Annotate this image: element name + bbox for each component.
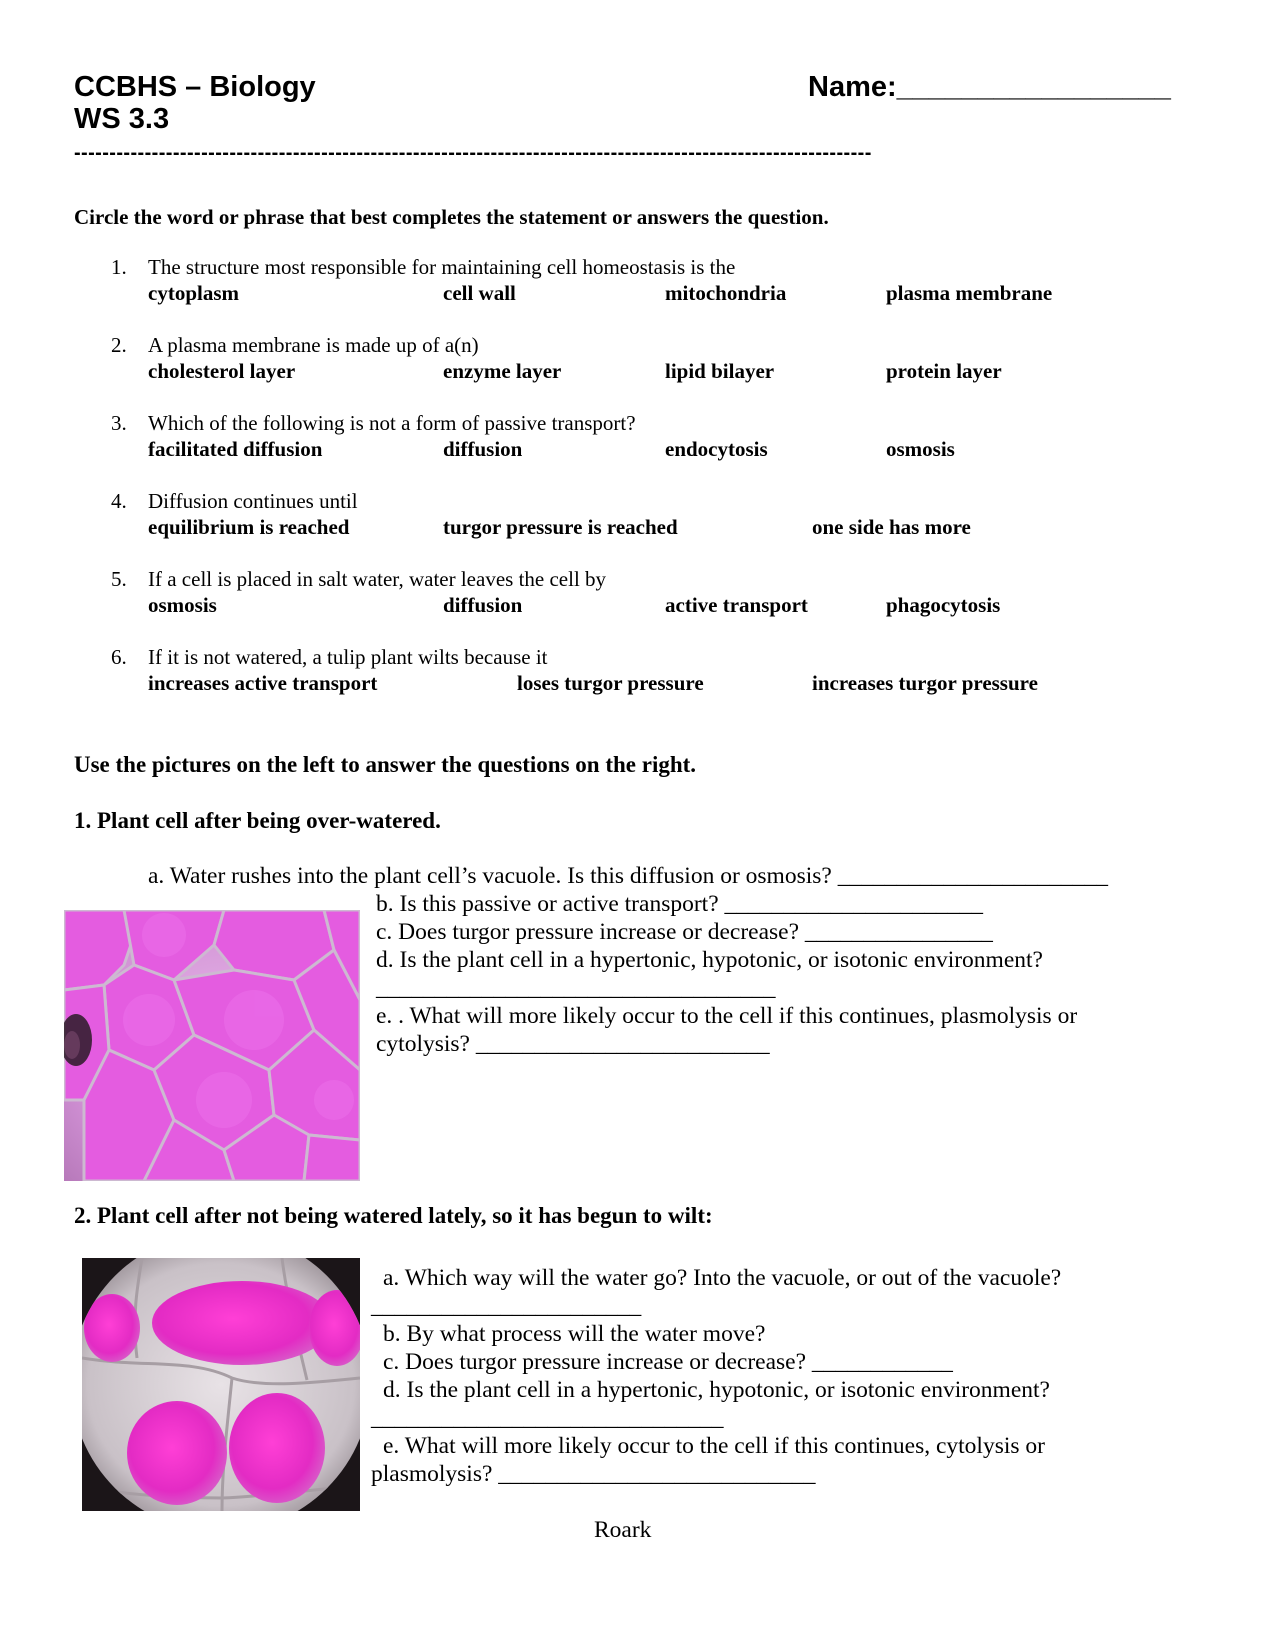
answer-option[interactable]: phagocytosis bbox=[886, 593, 1001, 617]
answer-option[interactable]: equilibrium is reached bbox=[148, 515, 350, 539]
question-number: 5. bbox=[111, 567, 127, 591]
turgid-plant-cell-photo bbox=[64, 910, 360, 1181]
answer-option[interactable]: diffusion bbox=[443, 593, 523, 617]
worksheet-number: WS 3.3 bbox=[74, 103, 170, 135]
answer-option[interactable]: plasma membrane bbox=[886, 281, 1053, 305]
footer-author: Roark bbox=[594, 1517, 652, 1543]
part1-instructions: Circle the word or phrase that best completes the statement or answers the question. bbox=[74, 205, 829, 229]
question-line-c: c. Does turgor pressure increase or decrease? ____________ bbox=[383, 1349, 953, 1375]
answer-option[interactable]: one side has more bbox=[812, 515, 971, 539]
answer-option[interactable]: lipid bilayer bbox=[665, 359, 775, 383]
question-number: 1. bbox=[111, 255, 127, 279]
plasmolyzed-plant-cell-photo bbox=[82, 1258, 360, 1511]
question-line-e: e. What will more likely occur to the cell if this continues, cytolysis or bbox=[383, 1433, 1045, 1459]
question-line-b: b. By what process will the water move? bbox=[383, 1321, 766, 1347]
answer-option[interactable]: loses turgor pressure bbox=[517, 671, 704, 695]
answer-option[interactable]: cytoplasm bbox=[148, 281, 239, 305]
question-line-e: e. . What will more likely occur to the cell if this continues, plasmolysis or bbox=[376, 1003, 1078, 1029]
answer-option[interactable]: protein layer bbox=[886, 359, 1002, 383]
answer-blank[interactable]: _______________________ bbox=[371, 1293, 642, 1319]
question-number: 6. bbox=[111, 645, 127, 669]
answer-option[interactable]: endocytosis bbox=[665, 437, 768, 461]
part2-instructions: Use the pictures on the left to answer the questions on the right. bbox=[74, 752, 697, 777]
answer-option[interactable]: enzyme layer bbox=[443, 359, 562, 383]
question-text: If a cell is placed in salt water, water leaves the cell by bbox=[148, 567, 607, 591]
answer-option[interactable]: increases active transport bbox=[148, 671, 378, 695]
question-title-wilted: 2. Plant cell after not being watered lately, so it has begun to wilt: bbox=[74, 1203, 713, 1228]
answer-option[interactable]: active transport bbox=[665, 593, 808, 617]
question-title-overwatered: 1. Plant cell after being over-watered. bbox=[74, 808, 441, 833]
question-line-d: d. Is the plant cell in a hypertonic, hypotonic, or isotonic environment? bbox=[383, 1377, 1050, 1403]
question-text: If it is not watered, a tulip plant wilts because it bbox=[148, 645, 548, 669]
answer-option[interactable]: facilitated diffusion bbox=[148, 437, 323, 461]
question-line-e-cont: plasmolysis? ___________________________ bbox=[371, 1461, 816, 1487]
question-text: The structure most responsible for maintaining cell homeostasis is the bbox=[148, 255, 736, 279]
answer-option[interactable]: mitochondria bbox=[665, 281, 787, 305]
question-line-e-cont: cytolysis? _________________________ bbox=[376, 1031, 770, 1057]
answer-option[interactable]: increases turgor pressure bbox=[812, 671, 1038, 695]
answer-blank[interactable]: __________________________________ bbox=[376, 975, 776, 1001]
header-divider: ----------------------------------------------------------------------------------------------------------------- bbox=[74, 142, 872, 164]
question-number: 3. bbox=[111, 411, 127, 435]
question-number: 2. bbox=[111, 333, 127, 357]
question-line-d: d. Is the plant cell in a hypertonic, hypotonic, or isotonic environment? bbox=[376, 947, 1043, 973]
answer-option[interactable]: cholesterol layer bbox=[148, 359, 296, 383]
question-line-a: a. Which way will the water go? Into the vacuole, or out of the vacuole? bbox=[383, 1265, 1062, 1291]
answer-option[interactable]: osmosis bbox=[886, 437, 955, 461]
answer-option[interactable]: diffusion bbox=[443, 437, 523, 461]
name-field-label: Name:_________________ bbox=[808, 71, 1171, 103]
question-line-b: b. Is this passive or active transport? ______________________ bbox=[376, 891, 983, 917]
course-title: CCBHS – Biology bbox=[74, 71, 316, 103]
question-text: Diffusion continues until bbox=[148, 489, 358, 513]
answer-option[interactable]: osmosis bbox=[148, 593, 217, 617]
answer-option[interactable]: cell wall bbox=[443, 281, 516, 305]
question-number: 4. bbox=[111, 489, 127, 513]
answer-blank[interactable]: ______________________________ bbox=[371, 1405, 724, 1431]
question-text: A plasma membrane is made up of a(n) bbox=[148, 333, 479, 357]
question-text: Which of the following is not a form of passive transport? bbox=[148, 411, 636, 435]
answer-option[interactable]: turgor pressure is reached bbox=[443, 515, 678, 539]
question-line-a: a. Water rushes into the plant cell’s vacuole. Is this diffusion or osmosis? _______________________ bbox=[148, 863, 1108, 889]
question-line-c: c. Does turgor pressure increase or decrease? ________________ bbox=[376, 919, 993, 945]
